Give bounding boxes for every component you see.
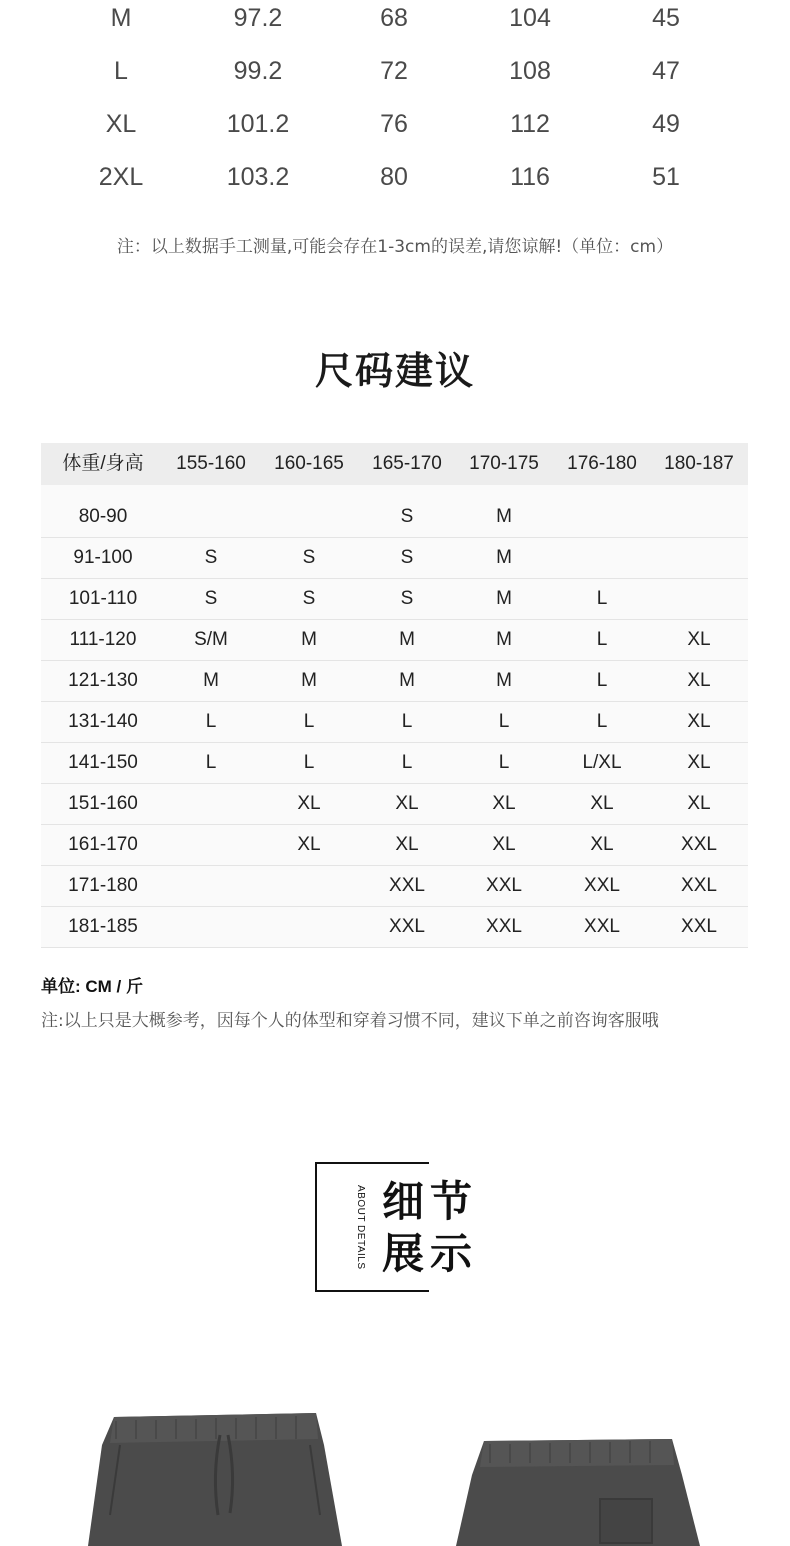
- value-cell: 47: [652, 57, 680, 85]
- weight-range-cell: 141-150: [68, 752, 138, 773]
- unit-label: 单位: CM / 斤: [41, 977, 143, 996]
- size-table-body: [41, 485, 748, 948]
- size-cell: L: [303, 711, 315, 732]
- header-height-range: 176-180: [567, 453, 637, 474]
- value-cell: 99.2: [233, 57, 283, 85]
- size-cell: XXL: [389, 875, 425, 896]
- size-cell: M: [399, 629, 415, 650]
- value-cell: 49: [652, 110, 680, 138]
- size-cell: M: [399, 670, 415, 691]
- value-cell: 103.2: [226, 163, 290, 191]
- measurement-row: [0, 0, 790, 45]
- size-table-row: [41, 661, 748, 702]
- header-height-range: 155-160: [176, 453, 246, 474]
- weight-range-cell: 131-140: [68, 711, 138, 732]
- size-cell: S: [204, 547, 218, 568]
- measurement-row: [0, 98, 790, 151]
- size-recommendation-table: [41, 443, 748, 948]
- details-logo-chinese: [382, 1176, 492, 1280]
- header-height-range: 180-187: [664, 453, 734, 474]
- size-cell: L: [596, 670, 608, 691]
- size-cell: XL: [395, 834, 419, 855]
- header-weight-height: 体重/身高: [62, 453, 144, 474]
- size-table-row: [41, 907, 748, 948]
- size-cell: XL: [395, 793, 419, 814]
- size-cell: M: [110, 4, 132, 32]
- size-cell: L: [303, 752, 315, 773]
- value-cell: 68: [380, 4, 408, 32]
- size-cell: M: [496, 670, 512, 691]
- size-cell: S: [400, 588, 414, 609]
- size-table-header: [41, 443, 748, 485]
- size-cell: XXL: [486, 875, 522, 896]
- size-cell: L: [114, 57, 128, 85]
- value-cell: 51: [652, 163, 680, 191]
- size-table-row: [41, 538, 748, 579]
- details-logo-english: ABOUT DETAILS: [355, 1185, 366, 1270]
- size-cell: XL: [687, 629, 711, 650]
- size-cell: L: [205, 711, 217, 732]
- weight-range-cell: 171-180: [68, 875, 138, 896]
- weight-range-cell: 101-110: [68, 588, 138, 609]
- size-cell: M: [203, 670, 219, 691]
- value-cell: 101.2: [226, 110, 290, 138]
- size-cell: L: [498, 711, 510, 732]
- size-cell: XXL: [681, 875, 717, 896]
- weight-range-cell: 181-185: [68, 916, 138, 937]
- size-cell: L/XL: [582, 752, 622, 773]
- size-table-row: [41, 825, 748, 866]
- size-cell: XL: [590, 834, 614, 855]
- size-cell: S/M: [194, 629, 228, 650]
- weight-range-cell: 111-120: [69, 629, 137, 650]
- shorts-back-image: [450, 1435, 710, 1546]
- header-height-range: 170-175: [469, 453, 539, 474]
- size-cell: S: [302, 588, 316, 609]
- size-cell: S: [400, 547, 414, 568]
- value-cell: 72: [380, 57, 408, 85]
- shorts-front-image: [80, 1405, 360, 1546]
- size-cell: XL: [297, 834, 321, 855]
- details-logo-line1: 细节: [382, 1177, 479, 1226]
- size-cell: XXL: [584, 875, 620, 896]
- size-cell: XXL: [389, 916, 425, 937]
- header-height-range: 165-170: [372, 453, 442, 474]
- size-cell: XL: [492, 834, 516, 855]
- size-cell: L: [401, 752, 413, 773]
- measurement-row: [0, 45, 790, 98]
- size-advice-note: 注:以上只是大概参考，因每个人的体型和穿着习惯不同，建议下单之前咨询客服哦: [41, 1011, 659, 1031]
- size-cell: XL: [590, 793, 614, 814]
- size-cell: XXL: [681, 916, 717, 937]
- size-cell: L: [498, 752, 510, 773]
- size-cell: M: [496, 588, 512, 609]
- size-cell: L: [205, 752, 217, 773]
- size-cell: 2XL: [98, 163, 144, 191]
- size-cell: XXL: [681, 834, 717, 855]
- size-table-row: [41, 784, 748, 825]
- size-table-row: [41, 620, 748, 661]
- size-recommendation-title: 尺码建议: [314, 349, 475, 393]
- size-cell: L: [401, 711, 413, 732]
- header-height-range: 160-165: [274, 453, 344, 474]
- size-cell: XL: [492, 793, 516, 814]
- details-logo-line2: 展示: [382, 1229, 479, 1278]
- size-cell: M: [496, 506, 512, 527]
- value-cell: 116: [510, 163, 550, 191]
- weight-range-cell: 91-100: [73, 547, 133, 568]
- measurement-note: 注：以上数据手工测量,可能会存在1-3cm的误差,请您谅解!（单位：cm）: [116, 237, 674, 257]
- value-cell: 108: [509, 57, 551, 85]
- weight-range-cell: 121-130: [68, 670, 138, 691]
- size-cell: XL: [687, 793, 711, 814]
- size-cell: XXL: [486, 916, 522, 937]
- value-cell: 76: [380, 110, 408, 138]
- size-cell: M: [301, 670, 317, 691]
- size-cell: S: [400, 506, 414, 527]
- size-cell: M: [496, 629, 512, 650]
- size-table-row: [41, 702, 748, 743]
- size-cell: S: [204, 588, 218, 609]
- value-cell: 104: [509, 4, 551, 32]
- weight-range-cell: 161-170: [68, 834, 138, 855]
- size-cell: XL: [687, 670, 711, 691]
- value-cell: 80: [380, 163, 408, 191]
- size-cell: XL: [105, 110, 137, 138]
- size-cell: L: [596, 711, 608, 732]
- size-table-row: [41, 866, 748, 907]
- weight-range-cell: 151-160: [68, 793, 138, 814]
- value-cell: 97.2: [233, 4, 283, 32]
- size-cell: XL: [297, 793, 321, 814]
- size-cell: L: [596, 629, 608, 650]
- size-cell: S: [302, 547, 316, 568]
- measurement-row: [0, 151, 790, 204]
- size-cell: M: [496, 547, 512, 568]
- size-table-row: [41, 579, 748, 620]
- size-cell: XXL: [584, 916, 620, 937]
- size-cell: XL: [687, 711, 711, 732]
- size-table-row: [41, 743, 748, 784]
- size-cell: M: [301, 629, 317, 650]
- value-cell: 45: [652, 4, 680, 32]
- size-cell: L: [596, 588, 608, 609]
- size-table-row: [41, 497, 748, 538]
- weight-range-cell: 80-90: [78, 506, 128, 527]
- size-cell: XL: [687, 752, 711, 773]
- value-cell: 112: [510, 110, 550, 138]
